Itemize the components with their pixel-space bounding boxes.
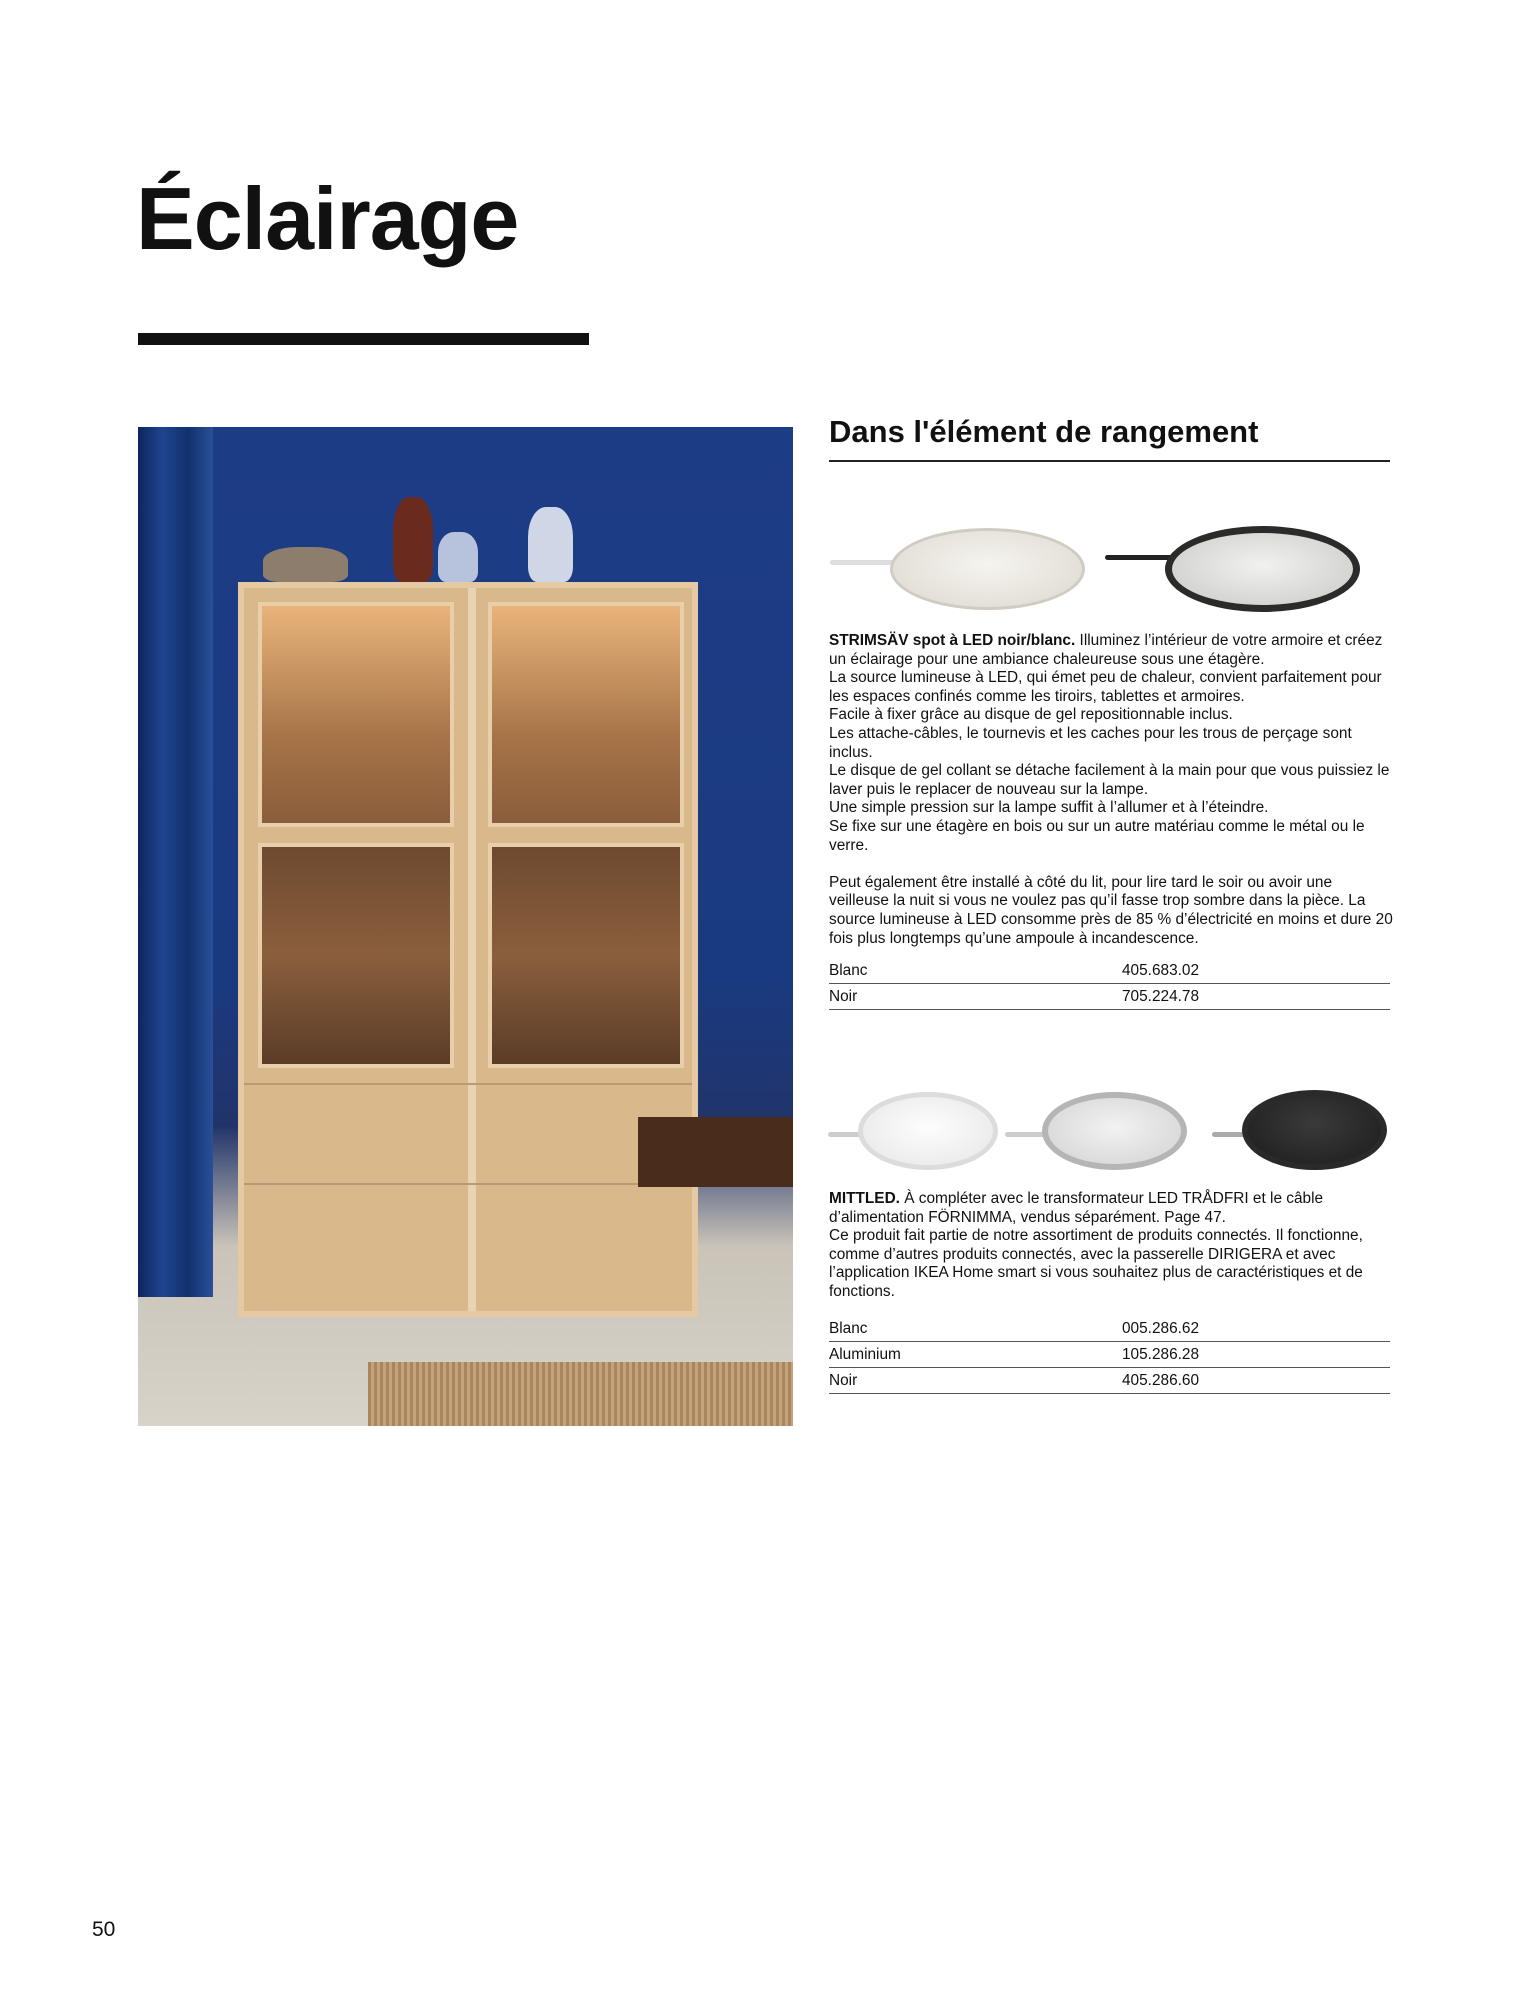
cabinet-divider bbox=[468, 588, 476, 1311]
title-divider bbox=[138, 333, 589, 345]
page-title: Éclairage bbox=[136, 169, 519, 268]
desc-line: Facile à fixer grâce au disque de gel repositionnable inclus. bbox=[829, 706, 1233, 724]
dining-table bbox=[638, 1117, 793, 1187]
variant-row bbox=[829, 1368, 1390, 1394]
strimsav-description bbox=[829, 632, 1394, 948]
strimsav-white-lamp-image bbox=[890, 528, 1085, 610]
page-number: 50 bbox=[92, 1918, 116, 1941]
mittled-white-lamp-image bbox=[858, 1092, 998, 1170]
product-name: STRIMSÄV spot à LED noir/blanc. bbox=[829, 632, 1076, 649]
desc-line: Le disque de gel collant se détache facilement à la main pour que vous puissiez le laver puis le replacer de nouveau sur la lampe. bbox=[829, 762, 1390, 798]
article-number: 005.286.62 bbox=[1122, 1320, 1200, 1337]
section-divider bbox=[829, 460, 1390, 462]
desc-line: Se fixe sur une étagère en bois ou sur un autre matériau comme le métal ou le verre. bbox=[829, 817, 1365, 854]
variant-row bbox=[829, 1316, 1390, 1342]
pitcher bbox=[528, 507, 573, 582]
drawer-line bbox=[244, 1183, 692, 1185]
variant-color: Aluminium bbox=[829, 1346, 901, 1363]
desc-line: Les attache-câbles, le tournevis et les caches pour les trous de perçage sont inclus. bbox=[829, 724, 1352, 761]
storage-cabinet-photo bbox=[138, 427, 793, 1426]
variant-color: Blanc bbox=[829, 962, 868, 979]
article-number: 705.224.78 bbox=[1122, 988, 1200, 1005]
variant-row bbox=[829, 984, 1390, 1010]
cabinet-glass-bottom-left bbox=[258, 843, 454, 1068]
desc-line: Ce produit fait partie de notre assortiment de produits connectés. Il fonctionne, comme d’autres produits connectés, avec la passerelle DIRIGERA et avec l’application IKEA Home smart si vous souhaitez plus de caractéristiques et de fonctions. bbox=[829, 1227, 1363, 1300]
curtain bbox=[138, 427, 213, 1297]
vase bbox=[438, 532, 478, 582]
variant-row bbox=[829, 1342, 1390, 1368]
strimsav-black-lamp-image bbox=[1165, 526, 1360, 612]
section-heading: Dans l'élément de rangement bbox=[829, 414, 1259, 449]
cable bbox=[1005, 1132, 1045, 1137]
cabinet-glass-top-left bbox=[258, 602, 454, 827]
variant-color: Noir bbox=[829, 988, 858, 1005]
cabinet-glass-bottom-right bbox=[488, 843, 684, 1068]
desc-line: Une simple pression sur la lampe suffit à l’allumer et à l’éteindre. bbox=[829, 799, 1269, 817]
variant-color: Noir bbox=[829, 1372, 858, 1389]
cabinet-glass-top-right bbox=[488, 602, 684, 827]
desc-line: La source lumineuse à LED, qui émet peu de chaleur, convient parfaitement pour les espaces confinés comme les tiroirs, tablettes et armoires. bbox=[829, 669, 1382, 705]
lead-text: Illuminez l’intérieur de votre armoire et créez un éclairage pour une ambiance chaleureuse sous une étagère. bbox=[829, 632, 1383, 668]
desc-extra: Peut également être installé à côté du lit, pour lire tard le soir ou avoir une veilleuse la nuit si vous ne voulez pas qu’il fasse trop sombre dans la pièce. La source lumineuse à LED consomme près de 85 % d’électricité en moins et dure 20 fois plus longtemps qu’une ampoule à incandescence. bbox=[829, 873, 1393, 947]
product-name: MITTLED. bbox=[829, 1190, 900, 1207]
cable bbox=[1105, 555, 1175, 560]
mittled-description bbox=[829, 1190, 1394, 1302]
article-number: 405.286.60 bbox=[1122, 1372, 1200, 1389]
drawer-line bbox=[244, 1083, 692, 1085]
variant-row bbox=[829, 958, 1390, 984]
article-number: 105.286.28 bbox=[1122, 1346, 1200, 1363]
mittled-black-lamp-image bbox=[1242, 1090, 1387, 1170]
lead-text: À compléter avec le transformateur LED TRÅDFRI et le câble d’alimentation FÖRNIMMA, vendus séparément. Page 47. bbox=[829, 1190, 1324, 1226]
article-number: 405.683.02 bbox=[1122, 962, 1200, 979]
rug bbox=[368, 1362, 793, 1426]
mittled-aluminium-lamp-image bbox=[1042, 1092, 1187, 1170]
vase bbox=[393, 497, 433, 582]
glass-door-cabinet bbox=[238, 582, 698, 1317]
bowl bbox=[263, 547, 348, 582]
variant-color: Blanc bbox=[829, 1320, 868, 1337]
